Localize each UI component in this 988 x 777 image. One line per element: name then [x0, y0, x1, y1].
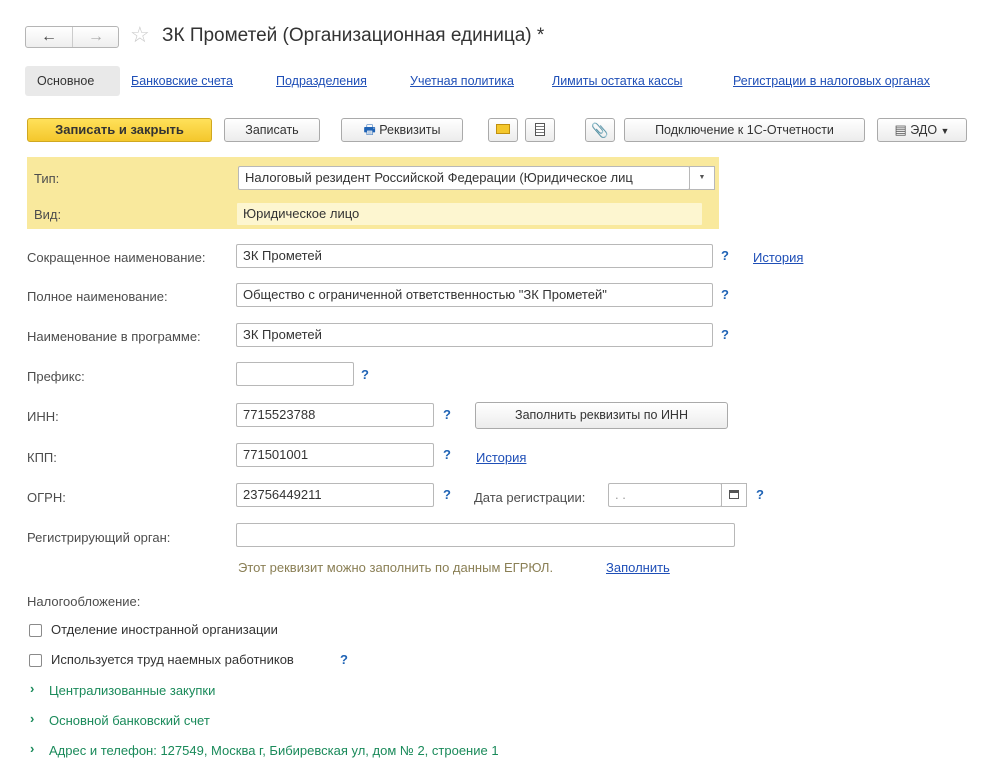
paperclip-icon: 📎	[591, 122, 609, 138]
kind-label: Вид:	[34, 207, 62, 222]
reg-date-help[interactable]: ?	[756, 487, 764, 502]
full-name-label: Полное наименование:	[27, 289, 168, 304]
forward-button[interactable]	[73, 27, 119, 47]
reg-organ-label: Регистрирующий орган:	[27, 530, 171, 545]
inn-label: ИНН:	[27, 409, 59, 424]
program-name-help[interactable]: ?	[721, 327, 729, 342]
star-icon[interactable]: ☆	[130, 22, 150, 47]
taxation-label: Налогообложение:	[27, 594, 141, 609]
email-button[interactable]	[488, 118, 518, 142]
full-name-help[interactable]: ?	[721, 287, 729, 302]
tab-accounting-policy[interactable]: Учетная политика	[410, 74, 514, 88]
calendar-button[interactable]	[721, 483, 747, 507]
chevron-right-icon[interactable]: ›	[30, 741, 35, 756]
chevron-right-icon[interactable]: ›	[30, 711, 35, 726]
short-name-input[interactable]: ЗК Прометей	[236, 244, 713, 268]
back-button[interactable]	[26, 27, 73, 47]
ogrn-input[interactable]: 23756449211	[236, 483, 434, 507]
kpp-help[interactable]: ?	[443, 447, 451, 462]
document-icon	[535, 123, 545, 136]
type-label: Тип:	[34, 171, 60, 186]
connect-1c-reporting-button[interactable]: Подключение к 1С-Отчетности	[624, 118, 865, 142]
short-name-help[interactable]: ?	[721, 248, 729, 263]
reg-date-input[interactable]: . .	[608, 483, 722, 507]
hired-labor-help[interactable]: ?	[340, 652, 348, 667]
tab-main-label: Основное	[37, 74, 95, 88]
attachment-button[interactable]	[585, 118, 615, 142]
tab-divisions[interactable]: Подразделения	[276, 74, 367, 88]
envelope-icon	[496, 124, 510, 134]
chevron-down-icon: ▼	[698, 174, 706, 181]
requisites-label: Реквизиты	[379, 123, 441, 137]
fill-egrul-link[interactable]: Заполнить	[606, 560, 670, 575]
prefix-label: Префикс:	[27, 369, 85, 384]
foreign-branch-label: Отделение иностранной организации	[51, 622, 278, 637]
reg-date-label: Дата регистрации:	[474, 490, 586, 505]
full-name-input[interactable]: Общество с ограниченной ответственностью "ЗК Прометей"	[236, 283, 713, 307]
edo-icon: ▤	[894, 122, 907, 137]
reg-organ-input[interactable]	[236, 523, 735, 547]
tab-bank-accounts[interactable]: Банковские счета	[131, 74, 233, 88]
edo-button[interactable]	[877, 118, 967, 142]
document-button[interactable]	[525, 118, 555, 142]
inn-help[interactable]: ?	[443, 407, 451, 422]
egrul-hint: Этот реквизит можно заполнить по данным ЕГРЮЛ.	[238, 560, 554, 575]
kpp-history-link[interactable]: История	[476, 450, 527, 465]
fill-by-inn-button[interactable]: Заполнить реквизиты по ИНН	[475, 402, 728, 429]
chevron-down-icon: ▼	[940, 126, 950, 136]
calendar-icon	[729, 490, 739, 499]
prefix-help[interactable]: ?	[361, 367, 369, 382]
printer-icon: 🖶	[363, 122, 376, 137]
program-name-input[interactable]: ЗК Прометей	[236, 323, 713, 347]
central-purchases-group[interactable]: Централизованные закупки	[49, 683, 216, 698]
save-and-close-button[interactable]: Записать и закрыть	[27, 118, 212, 142]
short-name-label: Сокращенное наименование:	[27, 250, 206, 265]
foreign-branch-checkbox[interactable]	[29, 624, 42, 637]
type-dropdown-button[interactable]	[689, 166, 715, 190]
nav-buttons	[25, 26, 119, 48]
kind-field[interactable]: Юридическое лицо	[236, 202, 703, 226]
main-bank-account-group[interactable]: Основной банковский счет	[49, 713, 210, 728]
kpp-label: КПП:	[27, 450, 57, 465]
address-phone-group[interactable]: Адрес и телефон: 127549, Москва г, Бибиревская ул, дом № 2, строение 1	[49, 743, 499, 758]
chevron-right-icon[interactable]: ›	[30, 681, 35, 696]
requisites-button[interactable]	[341, 118, 463, 142]
short-name-history-link[interactable]: История	[753, 250, 804, 265]
tab-main[interactable]	[25, 66, 120, 96]
page-title: ЗК Прометей (Организационная единица) *	[162, 25, 545, 46]
arrow-left-icon: ←	[41, 28, 57, 45]
inn-input[interactable]: 7715523788	[236, 403, 434, 427]
tab-cash-limits[interactable]: Лимиты остатка кассы	[552, 74, 683, 88]
ogrn-label: ОГРН:	[27, 490, 66, 505]
program-name-label: Наименование в программе:	[27, 329, 201, 344]
kpp-input[interactable]: 771501001	[236, 443, 434, 467]
ogrn-help[interactable]: ?	[443, 487, 451, 502]
save-button[interactable]: Записать	[224, 118, 320, 142]
hired-labor-label: Используется труд наемных работников	[51, 652, 294, 667]
type-select[interactable]: Налоговый резидент Российской Федерации (Юридическое лиц	[238, 166, 690, 190]
tab-tax-registrations[interactable]: Регистрации в налоговых органах	[733, 74, 930, 88]
prefix-input[interactable]	[236, 362, 354, 386]
hired-labor-checkbox[interactable]	[29, 654, 42, 667]
edo-label: ЭДО	[910, 123, 938, 137]
arrow-right-icon: →	[88, 28, 104, 45]
